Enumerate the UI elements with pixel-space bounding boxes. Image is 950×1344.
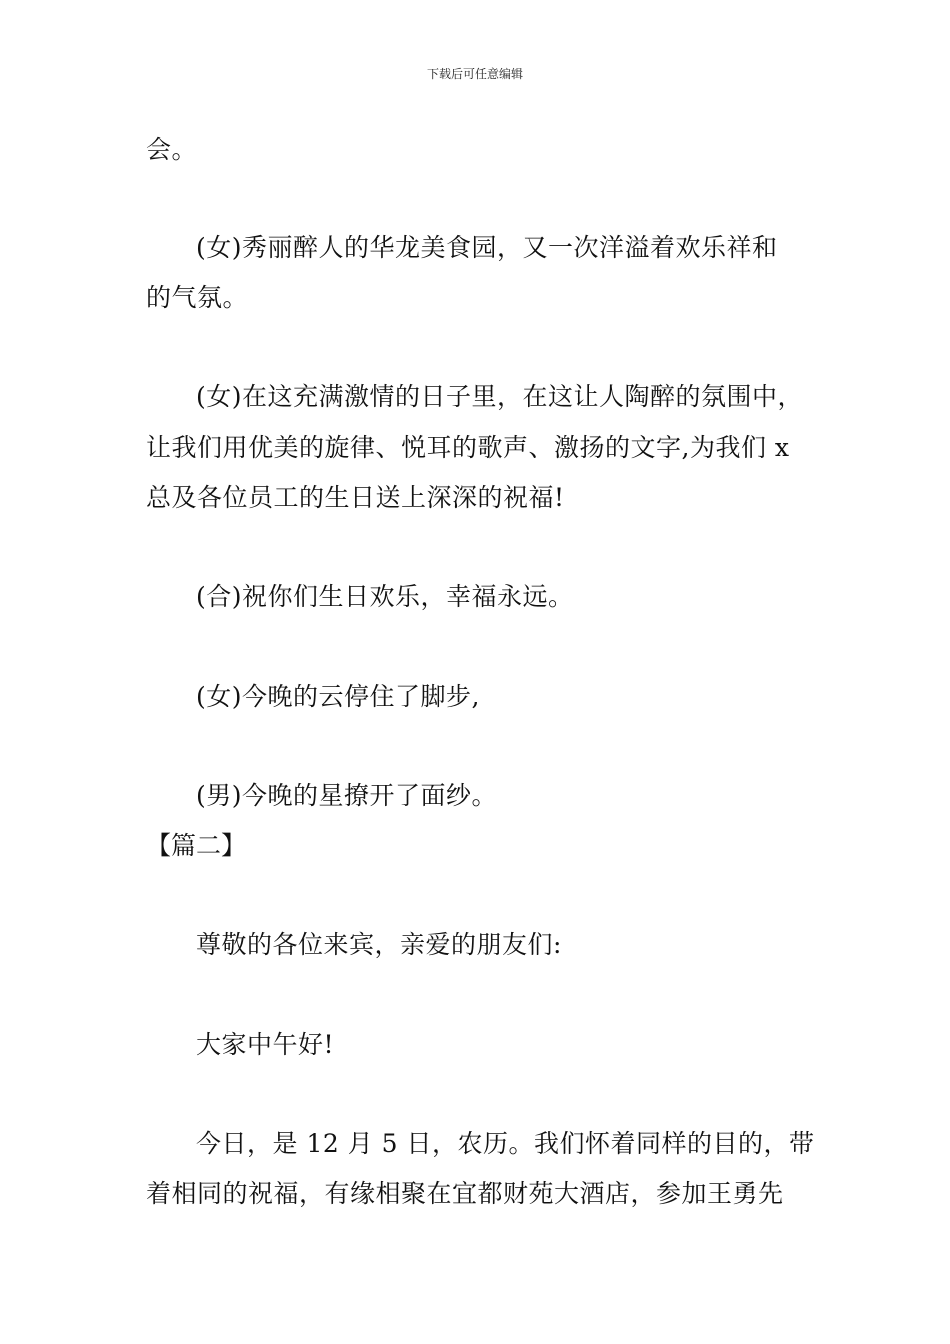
paragraph-line: 着相同的祝福，有缘相聚在宜都财苑大酒店，参加王勇先 xyxy=(146,1179,784,1208)
paragraph-line: (女)今晚的云停住了脚步, xyxy=(196,682,480,711)
paragraph-line: 会。 xyxy=(146,135,198,164)
paragraph-line: (女)在这充满激情的日子里，在这让人陶醉的氛围中， xyxy=(196,382,804,411)
paragraph-line: 今日，是 12 月 5 日，农历。我们怀着同样的目的，带 xyxy=(196,1129,815,1158)
paragraph-line: (男)今晚的星撩开了面纱。 xyxy=(196,781,498,810)
paragraph-line: (合)祝你们生日欢乐，幸福永远。 xyxy=(196,582,574,611)
page-header-note: 下载后可任意编辑 xyxy=(426,67,523,81)
paragraph-line: 大家中午好! xyxy=(196,1030,335,1059)
paragraph-line: 的气氛。 xyxy=(146,283,249,312)
paragraph-line: 总及各位员工的生日送上深深的祝福! xyxy=(146,483,565,512)
paragraph-line: 尊敬的各位来宾，亲爱的朋友们: xyxy=(196,930,562,959)
paragraph-line: (女)秀丽醉人的华龙美食园，又一次洋溢着欢乐祥和 xyxy=(196,233,778,262)
paragraph-line: 让我们用优美的旋律、悦耳的歌声、激扬的文字,为我们 x xyxy=(146,433,790,462)
section-heading: 【篇二】 xyxy=(146,831,247,860)
